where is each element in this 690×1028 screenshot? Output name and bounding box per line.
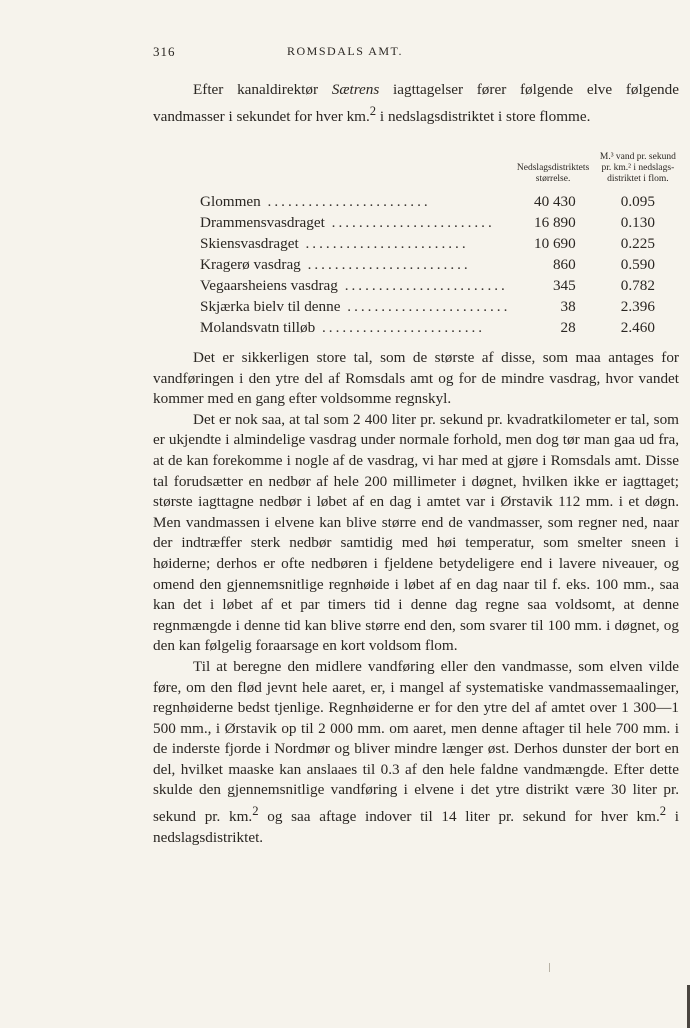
table-row [200, 254, 680, 275]
flow-value: 2.460 [620, 319, 655, 336]
river-name: Molandsvatn tilløb [200, 319, 316, 336]
river-name: Kragerø vasdrag [200, 256, 301, 273]
river-name: Glommen [200, 193, 261, 210]
page-number: 316 [153, 44, 176, 59]
superscript: 2 [369, 103, 377, 118]
running-head [153, 44, 537, 64]
flow-value: 0.130 [620, 214, 655, 231]
river-name: Skjærka bielv til denne [200, 298, 341, 315]
paragraph-1: Det er sikkerligen store tal, som de største af disse, som maa antages for vandføringen i den ytre del af Romsdals amt og for de mindre vasdrag, hvor vandet kommer med en gang efter voldsomme regnskyl. [153, 349, 679, 408]
superscript: 2 [659, 804, 667, 819]
table-row [200, 296, 680, 317]
table-header-row [200, 152, 680, 191]
table-row [200, 191, 680, 212]
leader-dots: ........................ [300, 256, 471, 273]
area-value: 28 [560, 319, 576, 336]
author-name: Sætrens [331, 81, 380, 98]
area-value: 345 [552, 277, 576, 294]
flow-value: 0.782 [620, 277, 655, 294]
leader-dots: ........................ [337, 277, 508, 294]
flow-value: 0.590 [620, 256, 655, 273]
leader-dots: ........................ [298, 235, 469, 252]
area-value: 860 [552, 256, 576, 273]
flow-value: 0.225 [620, 235, 655, 252]
river-name: Vegaarsheiens vasdrag [200, 277, 338, 294]
paragraph-3 [153, 657, 679, 848]
p3-text-end: i nedslagsdistriktet. [153, 808, 680, 846]
p3-text-start: Til at beregne den midlere vandføring eller den vandmasse, som elven vilde føre, om den flød jevnt hele aaret, er, i mangel af systematiske vandmassemaalinger, regnhøiderne bedst tjenlige. Regnhøiderne er for den ytre del af amtet over 1 300—1 500 mm., i Ørstavik op til 2 000 mm. om aaret, men denne aftager til hele 700 mm. i de inderste fjorde i Nordmør og bliver mindre længer øst. Derhos dunster der bort en del, hvilket maaske kan anslaaes til 0.3 af den hele faldne vandmængde. Efter dette skulde den gjennemsnitlige vandføring i elvene i det ytre distrikt være 30 liter pr. sekund pr. km. [153, 657, 679, 826]
intro-text-before: Efter kanaldirektør [193, 81, 332, 98]
flow-value: 2.396 [620, 298, 655, 315]
area-value: 16 890 [533, 214, 576, 231]
paper-speck [549, 963, 550, 972]
table-row [200, 317, 680, 338]
header-flow: M.³ vand pr. sekund pr. km.² i nedslags-distriktet i flom. [599, 152, 676, 184]
paragraph-2: Det er nok saa, at tal som 2 400 liter pr. sekund pr. kvadratkilometer er tal, som er ukjendte i almindelige vasdrag under normale forhold, men dog tør man gaa ud fra, at de kan forekomme i nogle af de vasdrag, vi har med at gjøre i Romsdals amt. Disse tal forudsætter en nedbør af hele 200 millimeter i døgnet, hvilken ikke er iagttaget; største iagttagne nedbør i løbet af en dag i amtet var i Ørstavik 112 mm. i et døgn. Men vandmassen i elvene kan blive større end de vandmasser, som regner ned, naar der indtræffer sterk nedbør samtidig med høi temperatur, som smelter sneen i høiderne; derhos er ofte nedbøren i fjeldene betydeligere end i lavere niveauer, og omend den gjennemsnitlige regnhøide i løbet af en dag naar til f. eks. 100 mm., saa kan det i løbet af et par timers tid i denne dag regne saa voldsomt, at denne regnmængde i denne tid kan blive større end den, som svarer til 100 mm. i døgnet, og den kan følgelig foraarsage en kort voldsom flom. [153, 410, 679, 655]
table-row [200, 233, 680, 254]
body-section [153, 348, 679, 848]
intro-text-after: iagttagelser fører følgende elve følgende vandmasser i sekundet for hver km. [153, 81, 679, 125]
intro-section [153, 80, 679, 127]
running-title: ROMSDALS AMT. [287, 44, 403, 58]
intro-paragraph [153, 80, 679, 127]
p3-text-mid: og saa aftage indover til 14 liter pr. sekund for hver km. [258, 808, 660, 826]
header-name [200, 152, 510, 191]
river-name: Skiensvasdraget [200, 235, 299, 252]
table-row [200, 212, 680, 233]
flow-value: 0.095 [620, 193, 655, 210]
intro-text-end: i nedslagsdistriktet i store flomme. [376, 107, 591, 125]
river-name: Drammensvasdraget [200, 214, 325, 231]
header-area: Nedslagsdistriktets størrelse. [516, 163, 590, 184]
area-value: 10 690 [533, 235, 576, 252]
leader-dots: ........................ [260, 193, 431, 210]
superscript: 2 [252, 804, 259, 819]
leader-dots: ........................ [324, 214, 495, 231]
leader-dots: ........................ [315, 319, 486, 336]
area-value: 40 430 [533, 193, 576, 210]
area-value: 38 [560, 298, 576, 315]
river-flow-table [200, 152, 680, 338]
leader-dots: ........................ [340, 298, 511, 315]
table-row [200, 275, 680, 296]
